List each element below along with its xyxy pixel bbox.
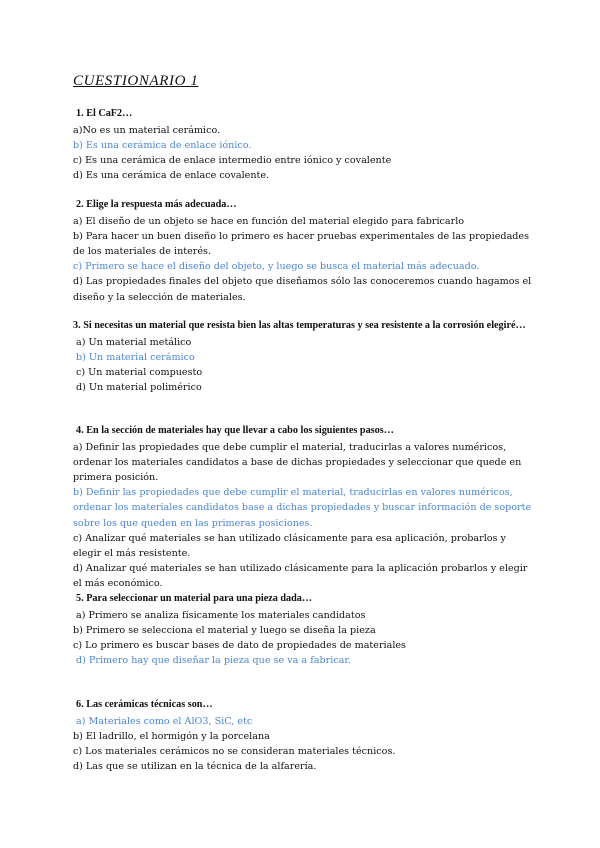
option-c: c) Lo primero es buscar bases de dato de propiedades de materiales bbox=[73, 639, 406, 651]
option-d: d) Analizar qué materiales se han utilizado clásicamente para la aplicación probarlos y elegir el más económico. bbox=[73, 563, 528, 590]
question-heading: 4. En la sección de materiales hay que llevar a cabo los siguientes pasos… bbox=[76, 425, 394, 436]
question-heading: 3. Si necesitas un material que resista bien las altas temperaturas y sea resistente a la corrosión elegiré… bbox=[73, 320, 526, 331]
question-heading: 5. Para seleccionar un material para una pieza dada… bbox=[76, 593, 313, 604]
option-c-correct: c) Primero se hace el diseño del objeto, y luego se busca el material más adecuado. bbox=[73, 261, 480, 273]
question-heading: 2. Elige la respuesta más adecuada… bbox=[76, 199, 237, 210]
option-a: a) Primero se analiza físicamente los materiales candidatos bbox=[76, 609, 366, 621]
option-b: b) Para hacer un buen diseño lo primero es hacer pruebas experimentales de las propiedades de los materiales de interés. bbox=[73, 230, 530, 257]
page-title: CUESTIONARIO 1 bbox=[73, 73, 199, 89]
option-d: d) Las propiedades finales del objeto que diseñamos sólo las conoceremos cuando hagamos el diseño y la selección de materiales. bbox=[73, 276, 532, 303]
option-a: a)No es un material cerámico. bbox=[73, 124, 221, 136]
question-heading: 6. Las cerámicas técnicas son… bbox=[76, 699, 213, 710]
option-d: d) Un material polimérico bbox=[76, 382, 202, 394]
option-a: a) El diseño de un objeto se hace en función del material elegido para fabricarlo bbox=[73, 215, 465, 227]
option-a: a) Un material metálico bbox=[76, 336, 192, 348]
option-c: c) Es una cerámica de enlace intermedio entre iónico y covalente bbox=[73, 154, 392, 166]
question-5 bbox=[73, 591, 533, 668]
option-a-correct: a) Materiales como el AlO3, SiC, etc bbox=[76, 715, 253, 727]
question-4 bbox=[73, 423, 533, 592]
question-heading: 1. El CaF2… bbox=[76, 108, 133, 119]
question-2 bbox=[73, 197, 533, 305]
option-d: d) Las que se utilizan en la técnica de la alfarería. bbox=[73, 761, 317, 773]
option-d-correct: d) Primero hay que diseñar la pieza que se va a fabricar. bbox=[76, 655, 351, 667]
question-3 bbox=[73, 318, 533, 395]
option-b: b) Primero se selecciona el material y luego se diseña la pieza bbox=[73, 624, 376, 636]
question-1 bbox=[73, 106, 533, 183]
option-d: d) Es una cerámica de enlace covalente. bbox=[73, 170, 270, 182]
option-c: c) Un material compuesto bbox=[76, 366, 203, 378]
option-b-correct: b) Definir las propiedades que debe cumplir el material, traducirlas en valores numéricos, ordenar los materiales candidatos base a dichas propiedades y buscar información de soporte sobre los que queden en las primeras posiciones. bbox=[73, 487, 532, 529]
option-c: c) Los materiales cerámicos no se consideran materiales técnicos. bbox=[73, 745, 396, 757]
option-b: b) El ladrillo, el hormigón y la porcelana bbox=[73, 730, 270, 742]
option-b-correct: b) Un material cerámico bbox=[76, 351, 195, 363]
option-b-correct: b) Es una cerámica de enlace iónico. bbox=[73, 139, 252, 151]
question-6 bbox=[73, 697, 533, 774]
option-c: c) Analizar qué materiales se han utilizado clásicamente para esa aplicación, probarlos y elegir el más resistente. bbox=[73, 532, 506, 559]
option-a: a) Definir las propiedades que debe cumplir el material, traducirlas a valores numéricos, ordenar los materiales candidatos a base de dichas propiedades y seleccionar que quede en primera posición. bbox=[73, 441, 522, 483]
